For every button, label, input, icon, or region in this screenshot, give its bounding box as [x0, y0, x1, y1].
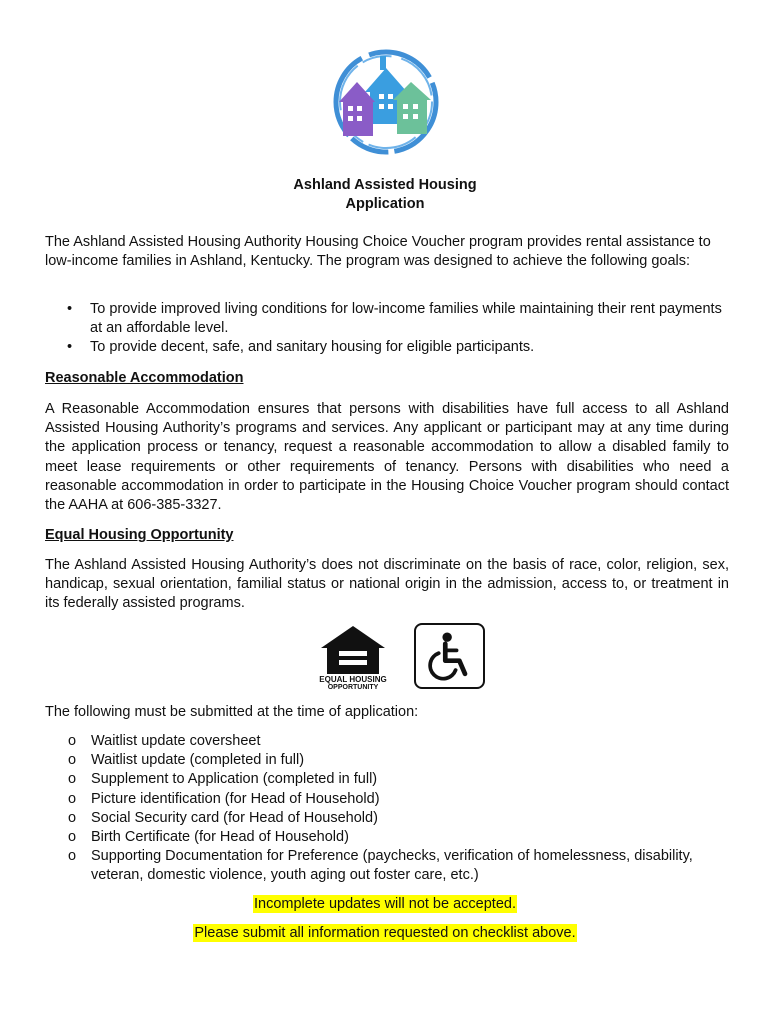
- list-item: o Birth Certificate (for Head of Household): [45, 828, 729, 847]
- reasonable-accommodation-heading: Reasonable Accommodation: [45, 370, 244, 386]
- equal-housing-text: The Ashland Assisted Housing Authority’s does not discriminate on the basis of race, color, religion, sex, handicap, sexual orientation, familial status or national origin in the admission, access to, or treatment in its federally assisted programs.: [45, 557, 729, 612]
- goals-list: [45, 300, 729, 358]
- eho-logo-text-2: OPPORTUNITY: [327, 684, 379, 690]
- submit-all-notice: [0, 925, 770, 941]
- document-title: [0, 176, 770, 214]
- title-line-1: Ashland Assisted Housing: [293, 177, 477, 193]
- incomplete-notice: [0, 896, 770, 912]
- wheelchair-icon: [416, 625, 483, 687]
- submission-checklist: [45, 732, 729, 886]
- eho-logo-text-1: EQUAL HOUSING: [319, 675, 387, 684]
- list-item: o Supplement to Application (completed in full): [45, 770, 729, 789]
- list-item: o Supporting Documentation for Preference (paychecks, verification of homelessness, disability, veteran, domestic violence, youth aging out foster care, etc.): [45, 847, 729, 885]
- housing-authority-logo: [327, 42, 445, 160]
- list-item: • To provide decent, safe, and sanitary housing for eligible participants.: [45, 338, 729, 357]
- equal-housing-icon: [317, 624, 389, 690]
- list-item: o Picture identification (for Head of Household): [45, 790, 729, 809]
- reasonable-accommodation-text: A Reasonable Accommodation ensures that persons with disabilities have full access to all Ashland Assisted Housing Authority’s programs and services. Any applicant or participant may at any time during the application process or tenancy, request a reasonable accommodation to allow a disabled family to meet lease requirements or other requirements of tenancy. Persons with disabilities who need a reasonable accommodation in order to participate in the Housing Choice Voucher program should contact the AAHA at 606-385-3327.: [45, 401, 729, 514]
- submission-intro: The following must be submitted at the time of application:: [45, 704, 419, 720]
- equal-housing-heading: Equal Housing Opportunity: [45, 527, 234, 543]
- intro-paragraph: The Ashland Assisted Housing Authority Housing Choice Voucher program provides rental assistance to low-income families in Ashland, Kentucky. The program was designed to achieve the following goals:: [45, 234, 711, 270]
- list-item: o Waitlist update coversheet: [45, 732, 729, 751]
- list-item: o Waitlist update (completed in full): [45, 751, 729, 770]
- title-line-2: Application: [345, 196, 425, 212]
- list-item: • To provide improved living conditions for low-income families while maintaining their rent payments at an affordable level.: [45, 300, 729, 338]
- list-item: o Social Security card (for Head of Household): [45, 809, 729, 828]
- accessibility-logo: [414, 623, 485, 689]
- incomplete-notice-text: Incomplete updates will not be accepted.: [254, 896, 516, 912]
- submit-all-notice-text: Please submit all information requested on checklist above.: [194, 925, 576, 941]
